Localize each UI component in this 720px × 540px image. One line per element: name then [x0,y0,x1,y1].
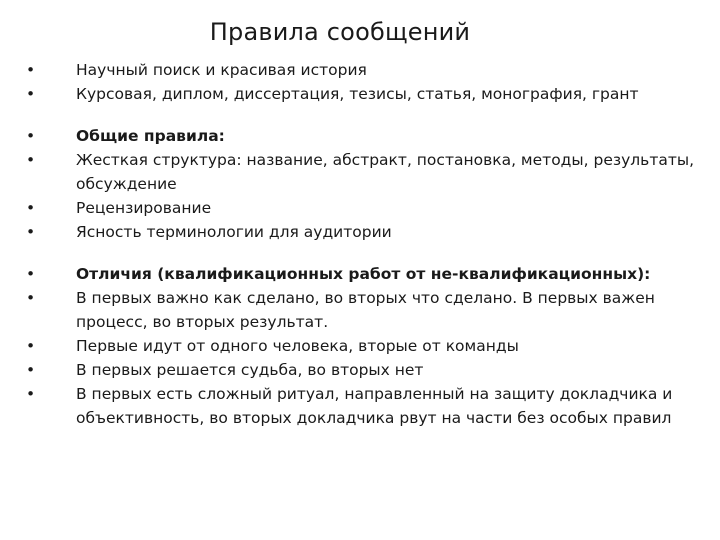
bullet-group [26,124,706,244]
bullet-text: Ясность терминологии для аудитории [76,223,392,241]
bullet-text: В первых важно как сделано, во вторых что сделано. В первых важен процесс, во вторых результат. [76,289,655,331]
bullet-item [26,196,706,220]
bullet-text: Отличия (квалификационных работ от не-квалификационных): [76,265,651,283]
bullet-icon: • [26,127,36,145]
bullet-icon: • [26,385,36,403]
bullet-icon: • [26,265,36,283]
bullet-text: Научный поиск и красивая история [76,61,367,79]
bullet-icon: • [26,361,36,379]
bullet-text: Жесткая структура: название, абстракт, постановка, методы, результаты, обсуждение [76,151,695,193]
bullet-icon: • [26,337,36,355]
bullet-item [26,286,706,334]
bullet-text: В первых есть сложный ритуал, направленный на защиту докладчика и объективность, во вторых докладчика рвут на части без особых правил [76,385,673,427]
bullet-icon: • [26,61,36,79]
bullet-icon: • [26,199,36,217]
bullet-text: В первых решается судьба, во вторых нет [76,361,424,379]
bullet-text: Общие правила: [76,127,225,145]
bullet-icon: • [26,85,36,103]
bullet-icon: • [26,151,36,169]
slide-title: Правила сообщений [209,18,471,46]
bullet-group [26,262,706,430]
bullet-group [26,58,706,106]
bullet-item [26,382,706,430]
bullet-text: Первые идут от одного человека, вторые от команды [76,337,519,355]
bullet-icon: • [26,289,36,307]
bullet-item [26,220,706,244]
bullet-item [26,334,706,358]
bullet-item [26,58,706,82]
bullet-item [26,82,706,106]
bullet-heading [26,124,706,148]
bullet-icon: • [26,223,36,241]
bullet-groups [26,58,706,448]
bullet-text: Курсовая, диплом, диссертация, тезисы, статья, монография, грант [76,85,639,103]
bullet-text: Рецензирование [76,199,212,217]
bullet-heading [26,262,706,286]
bullet-item [26,358,706,382]
bullet-item [26,148,706,196]
